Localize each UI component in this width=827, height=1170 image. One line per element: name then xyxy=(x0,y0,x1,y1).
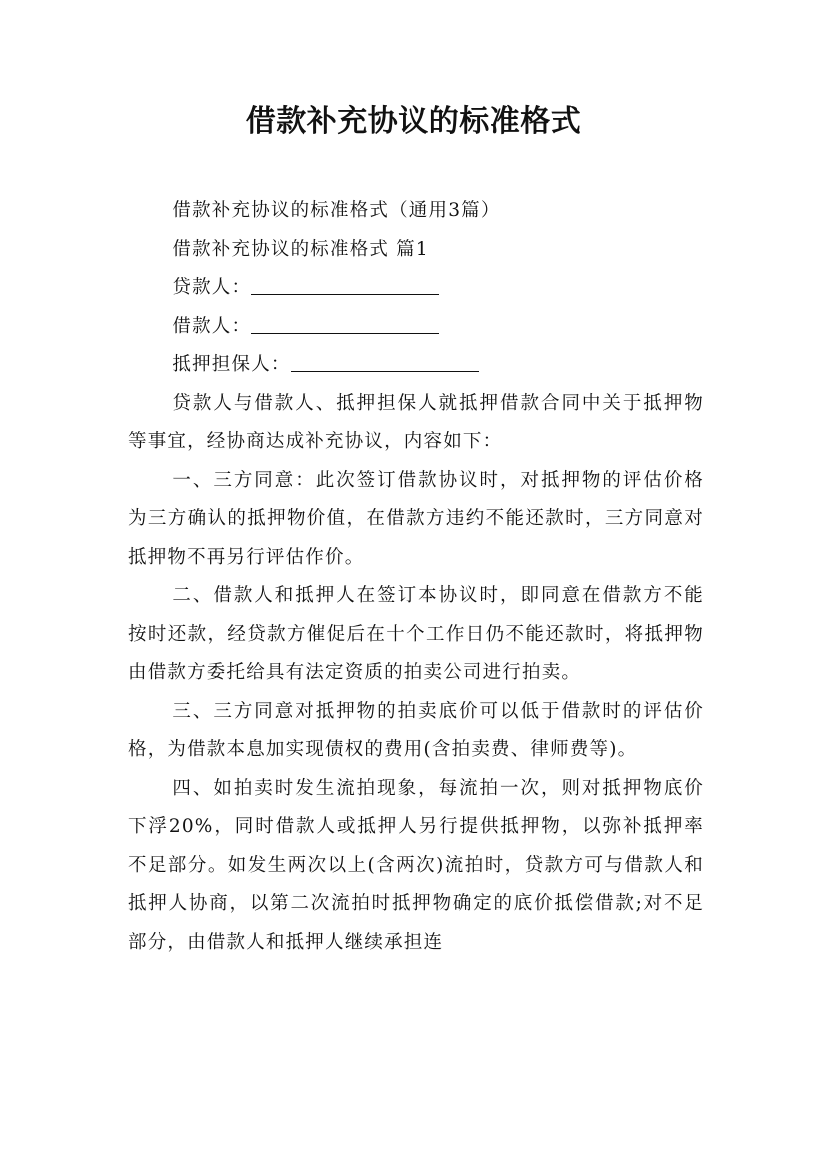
clause-1-paragraph: 一、三方同意：此次签订借款协议时，对抵押物的评估价格为三方确认的抵押物价值，在借款方违约不能还款时，三方同意对抵押物不再另行评估作价。 xyxy=(128,469,704,568)
borrower-label: 借款人： xyxy=(172,315,252,337)
guarantor-blank xyxy=(291,351,479,372)
section-heading: 借款补充协议的标准格式 篇1 xyxy=(172,238,429,260)
document-body xyxy=(128,192,704,962)
lender-label: 贷款人： xyxy=(172,277,252,298)
guarantor-line xyxy=(128,346,704,385)
lender-line xyxy=(128,269,704,308)
clause-3-paragraph: 三、三方同意对抵押物的拍卖底价可以低于借款时的评估价格，为借款本息加实现债权的费用(含拍卖费、律师费等)。 xyxy=(128,700,704,760)
guarantor-label: 抵押担保人： xyxy=(172,354,291,375)
document-title: 借款补充协议的标准格式 xyxy=(245,104,582,139)
lender-blank xyxy=(251,274,439,295)
clause-2-paragraph: 二、借款人和抵押人在签订本协议时，即同意在借款方不能按时还款，经贷款方催促后在十个工作日仍不能还款时，将抵押物由借款方委托给具有法定资质的拍卖公司进行拍卖。 xyxy=(128,585,704,683)
heading-line: 借款补充协议的标准格式（通用3篇） xyxy=(172,200,501,221)
borrower-blank xyxy=(251,313,439,334)
borrower-line xyxy=(128,308,704,347)
clause-4-paragraph: 四、如拍卖时发生流拍现象，每流拍一次，则对抵押物底价下浮20%，同时借款人或抵押人另行提供抵押物，以弥补抵押率不足部分。如发生两次以上(含两次)流拍时，贷款方可与借款人和抵押人协商，以第二次流拍时抵押物确定的底价抵偿借款;对不足部分，由借款人和抵押人继续承担连 xyxy=(128,777,704,953)
intro-paragraph: 贷款人与借款人、抵押担保人就抵押借款合同中关于抵押物等事宜，经协商达成补充协议，内容如下： xyxy=(128,392,704,452)
